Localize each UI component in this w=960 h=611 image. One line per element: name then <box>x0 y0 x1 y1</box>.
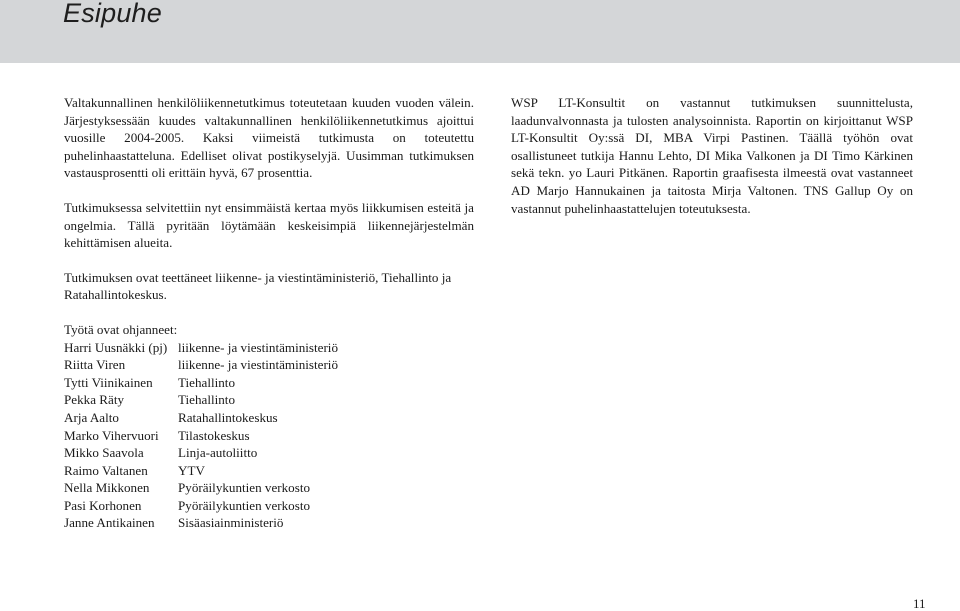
intro-paragraph <box>64 94 474 182</box>
member-organization: YTV <box>178 462 205 478</box>
consultant-paragraph-text: WSP LT-Konsultit on vastannut tutkimuksen suunnittelusta, laadunvalvonnasta ja tulosten analysoinnista. Raportin on kirjoittanut WSP LT-Konsultit Oy:ssä DI, MBA Virpi Pastinen. Täällä työhön ovat osallistuneet tutkija Hannu Lehto, DI Mika Valkonen ja DI Timo Kärkinen sekä tekn. yo Lauri Pitkänen. Raportin graafisesta ilmeestä ovat vastanneet AD Marjo Hannukainen ja taitosta Mirja Valtonen. TNS Gallup Oy on vastannut puhelinhaastattelujen toteutuksesta. <box>511 95 913 216</box>
member-organization: Linja-autoliitto <box>178 445 258 461</box>
member-name: Raimo Valtanen <box>64 462 148 478</box>
member-name: Mikko Saavola <box>64 445 144 461</box>
steering-group-heading: Työtä ovat ohjanneet: <box>64 321 178 337</box>
table-row <box>64 462 338 480</box>
member-name: Nella Mikkonen <box>64 480 150 496</box>
member-name: Janne Antikainen <box>64 515 155 531</box>
member-organization: Sisäasiainministeriö <box>178 515 284 531</box>
title-band <box>0 0 960 63</box>
member-name: Riitta Viren <box>64 357 126 373</box>
left-column <box>64 94 474 532</box>
member-organization: Pyöräilykuntien verkosto <box>178 480 311 496</box>
commissioners-paragraph-text: Tutkimuksen ovat teettäneet liikenne- ja viestintäministeriö, Tiehallinto ja Ratahallintokeskus. <box>64 269 452 303</box>
steering-group <box>64 321 474 532</box>
member-organization: Tilastokeskus <box>178 427 250 443</box>
table-row <box>64 514 338 532</box>
page-number: 11 <box>913 596 926 611</box>
member-organization: Pyöräilykuntien verkosto <box>178 497 311 513</box>
table-row <box>64 374 338 392</box>
obstacles-paragraph-text: Tutkimuksessa selvitettiin nyt ensimmäistä kertaa myös liikkumisen esteitä ja ongelmia. Tällä pyritään löytämään keskeisimpiä liikennejärjestelmän kehittämisen alueita. <box>64 199 474 251</box>
member-name: Pekka Räty <box>64 392 125 408</box>
member-name: Tytti Viinikainen <box>64 374 153 390</box>
right-column <box>511 94 913 217</box>
steering-group-table <box>64 339 338 533</box>
table-row <box>64 427 338 445</box>
member-organization: liikenne- ja viestintäministeriö <box>178 357 338 373</box>
member-organization: Tiehallinto <box>178 374 235 390</box>
intro-paragraph-text: Valtakunnallinen henkilöliikennetutkimus toteutetaan kuuden vuoden välein. Järjestyksessään kuudes valtakunnallinen henkilöliikennetutkimus ajoittui vuosille 2004-2005. Kaksi viimeistä tutkimusta on toteutettu puhelinhaastatteluna. Edelliset olivat postikyselyjä. Uusimman tutkimuksen vastausprosentti oli erittäin hyvä, 67 prosenttia. <box>64 95 474 181</box>
table-row <box>64 356 338 374</box>
member-name: Marko Vihervuori <box>64 427 159 443</box>
member-organization: liikenne- ja viestintäministeriö <box>178 339 338 355</box>
member-organization: Ratahallintokeskus <box>178 409 278 425</box>
obstacles-paragraph <box>64 199 474 252</box>
member-name: Arja Aalto <box>64 409 119 425</box>
table-row <box>64 497 338 515</box>
table-row <box>64 479 338 497</box>
commissioners-paragraph <box>64 269 474 304</box>
table-row <box>64 339 338 357</box>
member-name: Pasi Korhonen <box>64 497 142 513</box>
table-row <box>64 444 338 462</box>
member-name: Harri Uusnäkki (pj) <box>64 339 168 355</box>
consultant-paragraph <box>511 94 913 217</box>
table-row <box>64 391 338 409</box>
member-organization: Tiehallinto <box>178 392 235 408</box>
page-title: Esipuhe <box>63 0 162 28</box>
table-row <box>64 409 338 427</box>
